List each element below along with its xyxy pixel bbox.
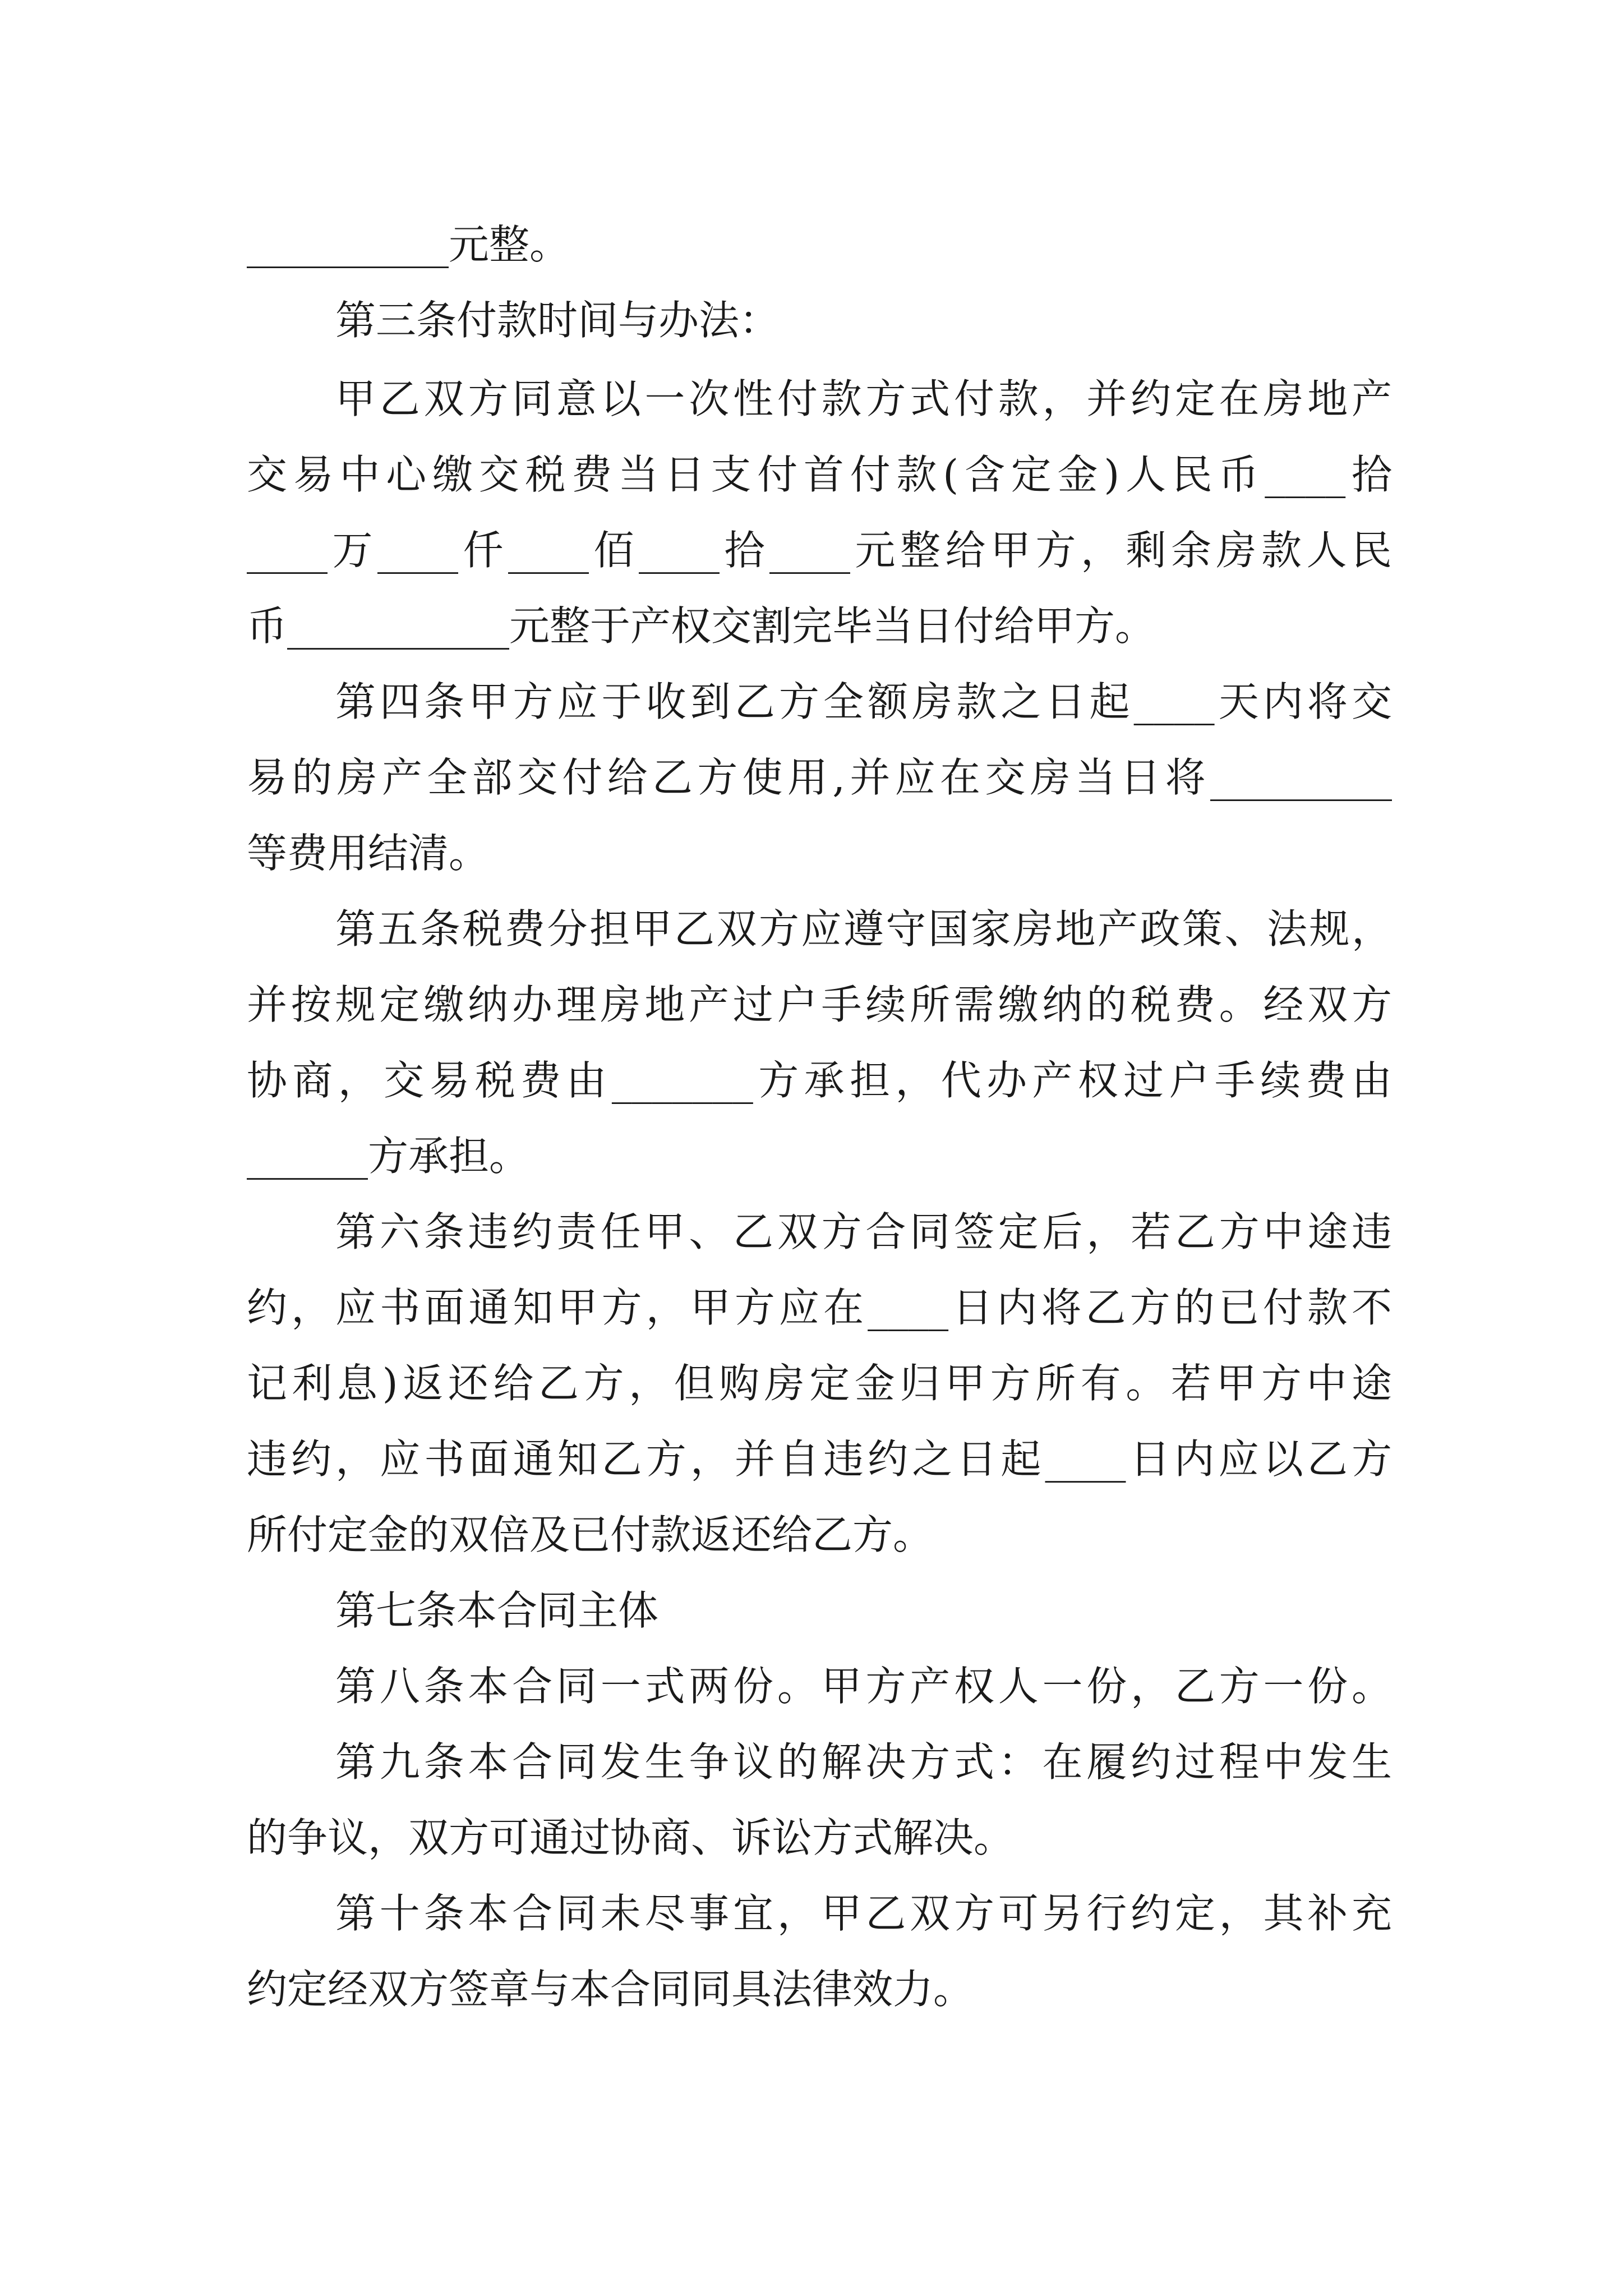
text-line: 等费用结清。 — [247, 830, 490, 877]
text-line: __________元整。 — [247, 221, 570, 268]
text-line: 约定经双方签章与本合同同具法律效力。 — [247, 1966, 974, 2013]
text-line: 第四条甲方应于收到乙方全额房款之日起____天内将交 — [335, 678, 1392, 725]
text-line: 的争议，双方可通过协商、诉讼方式解决。 — [247, 1814, 1015, 1861]
text-line: 第十条本合同未尽事宜，甲乙双方可另行约定，其补充 — [335, 1890, 1392, 1937]
section-heading: 第七条本合同主体 — [335, 1587, 659, 1634]
text-line: ____万____仟____佰____拾____元整给甲方，剩余房款人民 — [247, 527, 1392, 574]
text-line: ______方承担。 — [247, 1133, 530, 1180]
text-line: 第九条本合同发生争议的解决方式：在履约过程中发生 — [335, 1738, 1392, 1786]
text-line: 甲乙双方同意以一次性付款方式付款，并约定在房地产 — [335, 375, 1392, 422]
text-line: 币___________元整于产权交割完毕当日付给甲方。 — [247, 602, 1156, 650]
text-line: 第五条税费分担甲乙双方应遵守国家房地产政策、法规， — [335, 905, 1392, 953]
section-heading: 第三条付款时间与办法： — [335, 297, 780, 344]
text-line: 交易中心缴交税费当日支付首付款(含定金)人民币____拾 — [247, 451, 1392, 498]
text-line: 易的房产全部交付给乙方使用,并应在交房当日将_________ — [247, 754, 1392, 801]
text-line: 记利息)返还给乙方，但购房定金归甲方所有。若甲方中途 — [247, 1360, 1392, 1407]
text-line: 协商，交易税费由_______方承担，代办产权过户手续费由 — [247, 1057, 1392, 1104]
text-line: 第六条违约责任甲、乙双方合同签定后，若乙方中途违 — [335, 1208, 1392, 1255]
text-line: 并按规定缴纳办理房地产过户手续所需缴纳的税费。经双方 — [247, 981, 1392, 1028]
text-line: 违约，应书面通知乙方，并自违约之日起____日内应以乙方 — [247, 1435, 1392, 1483]
text-line: 第八条本合同一式两份。甲方产权人一份，乙方一份。 — [335, 1663, 1392, 1710]
text-line: 约，应书面通知甲方，甲方应在____日内将乙方的已付款不 — [247, 1284, 1392, 1331]
text-line: 所付定金的双倍及已付款返还给乙方。 — [247, 1511, 934, 1558]
